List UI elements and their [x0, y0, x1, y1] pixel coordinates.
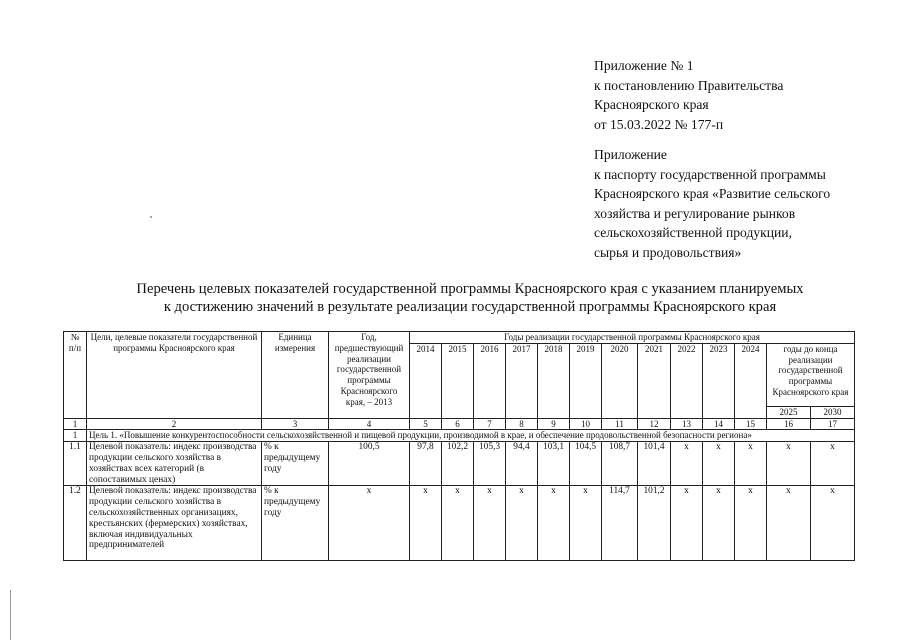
column-number: 5	[410, 418, 442, 430]
row-value: 94,4	[506, 442, 538, 486]
header-unit: Единица измерения	[262, 332, 329, 419]
header-year: 2020	[602, 343, 638, 418]
row-value: x	[767, 486, 811, 561]
row-value: x	[703, 442, 735, 486]
row-value: 105,3	[474, 442, 506, 486]
title-line: к достижению значений в результате реализации государственной программы Красноярского края	[163, 299, 777, 315]
column-number: 10	[570, 418, 602, 430]
row-value: 101,2	[638, 486, 671, 561]
column-number: 12	[638, 418, 671, 430]
column-number: 15	[735, 418, 767, 430]
table-row	[64, 442, 855, 486]
header-year: 2014	[410, 343, 442, 418]
appendix-1-line: от 15.03.2022 № 177-п	[594, 116, 724, 132]
column-number: 6	[442, 418, 474, 430]
header-year: 2017	[506, 343, 538, 418]
column-number: 8	[506, 418, 538, 430]
appendix-2-line: к паспорту государственной программы	[594, 166, 826, 182]
row-value: x	[538, 486, 570, 561]
column-number: 16	[767, 418, 811, 430]
column-number: 2	[87, 418, 262, 430]
row-unit: % к предыдущему году	[262, 442, 329, 486]
header-year: 2023	[703, 343, 735, 418]
header-year: 2016	[474, 343, 506, 418]
header-year: 2024	[735, 343, 767, 418]
appendix-2-line: сырья и продовольствия»	[594, 244, 742, 260]
header-year: 2018	[538, 343, 570, 418]
row-num: 1.1	[64, 442, 87, 486]
indicators-table	[63, 331, 855, 561]
row-value: x	[671, 486, 703, 561]
row-value: 103,1	[538, 442, 570, 486]
header-prev-year: Год, предшествующий реализации государственной программы Красноярского края, – 2013	[329, 332, 410, 419]
header-num: № п/п	[64, 332, 87, 419]
column-number: 7	[474, 418, 506, 430]
appendix-1-block	[594, 56, 783, 134]
header-year: 2019	[570, 343, 602, 418]
row-value: x	[735, 442, 767, 486]
goal-text: Цель 1. «Повышение конкурентоспособности сельскохозяйственной и пищевой продукции, производимой в крае, и обеспечение продовольственной безопасности региона»	[87, 430, 855, 442]
title-line: Перечень целевых показателей государственной программы Красноярского края с указанием планируемых	[136, 281, 804, 297]
appendix-1-line: Красноярского края	[594, 97, 709, 112]
header-year: 2015	[442, 343, 474, 418]
header-year: 2021	[638, 343, 671, 418]
row-value: 108,7	[602, 442, 638, 486]
row-unit: % к предыдущему году	[262, 486, 329, 561]
row-name: Целевой показатель: индекс производства продукции сельского хозяйства в сельскохозяйственных организациях, крестьянских (фермерских) хозяйствах, включая индивидуальных предпринимателей	[87, 486, 262, 561]
header-end-year: 2025	[767, 406, 811, 418]
header-year: 2022	[671, 343, 703, 418]
column-number: 9	[538, 418, 570, 430]
column-numbers-row	[64, 418, 855, 430]
column-number: 13	[671, 418, 703, 430]
appendix-2-line: сельскохозяйственной продукции,	[594, 225, 792, 240]
row-value: 97,8	[410, 442, 442, 486]
row-value: x	[474, 486, 506, 561]
row-value: 114,7	[602, 486, 638, 561]
row-value: x	[506, 486, 538, 561]
header-years-group: Годы реализации государственной программы Красноярского края	[410, 332, 855, 344]
row-value: 104,5	[570, 442, 602, 486]
appendix-1-line: к постановлению Правительства	[594, 77, 784, 93]
appendix-2-line: Приложение	[594, 147, 667, 162]
row-value: x	[811, 442, 855, 486]
header-goals: Цели, целевые показатели государственной программы Красноярского края	[87, 332, 262, 419]
document-title	[60, 280, 880, 316]
appendix-2-block	[594, 145, 830, 262]
appendix-2-line: хозяйства и регулирование рынков	[594, 205, 796, 221]
row-value: x	[703, 486, 735, 561]
row-value: x	[811, 486, 855, 561]
appendix-1-line: Приложение № 1	[594, 58, 694, 73]
table-row	[64, 486, 855, 561]
row-value: x	[570, 486, 602, 561]
row-value: 101,4	[638, 442, 671, 486]
row-base: 100,5	[329, 442, 410, 486]
row-value: x	[767, 442, 811, 486]
column-number: 17	[811, 418, 855, 430]
row-name: Целевой показатель: индекс производства продукции сельского хозяйства в хозяйствах всех категорий (в сопоставимых ценах)	[87, 442, 262, 486]
goal-num: 1	[64, 430, 87, 442]
column-number: 14	[703, 418, 735, 430]
row-value: x	[671, 442, 703, 486]
appendix-2-line: Красноярского края «Развитие сельского	[594, 186, 831, 201]
column-number: 1	[64, 418, 87, 430]
column-number: 11	[602, 418, 638, 430]
row-value: x	[442, 486, 474, 561]
column-number: 3	[262, 418, 329, 430]
row-value: 102,2	[442, 442, 474, 486]
header-end-group: годы до конца реализации государственной программы Красноярского края	[767, 343, 855, 406]
scan-speck	[150, 216, 152, 218]
scan-edge-line	[10, 590, 11, 640]
row-value: x	[410, 486, 442, 561]
header-end-year: 2030	[811, 406, 855, 418]
row-base: x	[329, 486, 410, 561]
row-num: 1.2	[64, 486, 87, 561]
goal-row	[64, 430, 855, 442]
column-number: 4	[329, 418, 410, 430]
row-value: x	[735, 486, 767, 561]
